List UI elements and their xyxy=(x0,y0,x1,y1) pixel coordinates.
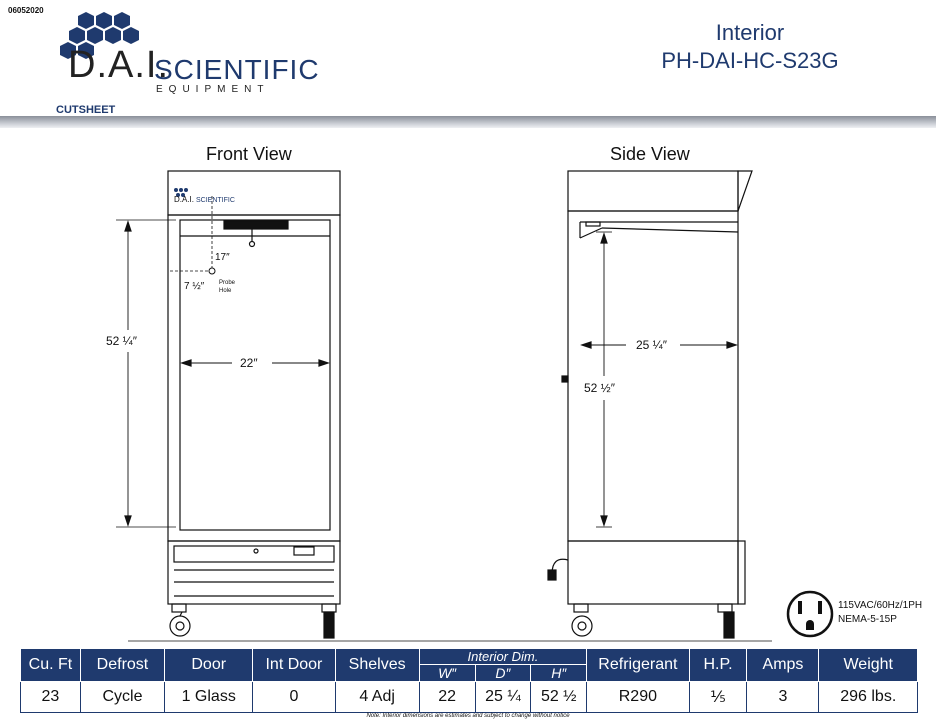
col-intdoor: Int Door xyxy=(253,649,335,682)
col-defrost: Defrost xyxy=(80,649,164,682)
val-d: 25 ¼ xyxy=(475,682,531,713)
front-height-dim: 52 ¼″ xyxy=(106,334,137,348)
front-view-title: Front View xyxy=(206,144,292,164)
side-view-title: Side View xyxy=(610,144,690,164)
front-top-panel xyxy=(168,171,340,215)
front-body xyxy=(168,215,340,541)
col-hp: H.P. xyxy=(689,649,747,682)
col-shelves: Shelves xyxy=(335,649,419,682)
val-h: 52 ½ xyxy=(531,682,587,713)
document-code: 06052020 xyxy=(8,6,44,15)
col-door: Door xyxy=(165,649,253,682)
spec-table xyxy=(20,648,918,713)
plug-type: NEMA-5-15P xyxy=(838,614,897,625)
table-row xyxy=(21,682,918,713)
front-logo-text: D.A.I. xyxy=(174,195,195,204)
side-depth-dim: 25 ¼″ xyxy=(636,338,667,352)
col-weight: Weight xyxy=(819,649,918,682)
val-refrigerant: R290 xyxy=(587,682,689,713)
col-cuft: Cu. Ft xyxy=(21,649,81,682)
val-w: 22 xyxy=(419,682,475,713)
col-w: W″ xyxy=(419,665,475,682)
side-top-panel xyxy=(568,171,738,211)
cutsheet-label: CUTSHEET xyxy=(56,104,116,116)
model-number: PH-DAI-HC-S23G xyxy=(661,48,839,73)
col-d: D″ xyxy=(475,665,531,682)
val-cuft: 23 xyxy=(21,682,81,713)
side-height-dim: 52 ½″ xyxy=(584,381,615,395)
probe-horizontal-dim: 7 ½″ xyxy=(184,281,205,292)
val-defrost: Cycle xyxy=(80,682,164,713)
side-caster-left xyxy=(572,616,592,636)
svg-text:SCIENTIFIC: SCIENTIFIC xyxy=(196,197,235,204)
probe-vertical-dim: 17″ xyxy=(215,252,230,263)
footnote: Note: Interior dimensions are estimates and subject to change without notice xyxy=(366,713,570,719)
front-width-dim: 22″ xyxy=(240,356,258,370)
val-weight: 296 lbs. xyxy=(819,682,918,713)
probe-label-2: Hole xyxy=(219,288,232,294)
brand-dai: D.A.I. xyxy=(68,44,170,86)
val-amps: 3 xyxy=(747,682,819,713)
col-h: H″ xyxy=(531,665,587,682)
front-caster-left xyxy=(170,616,190,636)
brand-scientific: SCIENTIFIC xyxy=(154,54,320,85)
probe-label-1: Probe xyxy=(219,280,236,286)
fan-grille xyxy=(224,221,288,229)
val-intdoor: 0 xyxy=(253,682,335,713)
brand-equipment: EQUIPMENT xyxy=(156,84,270,95)
side-body xyxy=(568,211,738,541)
col-refrigerant: Refrigerant xyxy=(587,649,689,682)
col-interior: Interior Dim. xyxy=(419,649,586,665)
val-shelves: 4 Adj xyxy=(335,682,419,713)
electrical-spec: 115VAC/60Hz/1PH xyxy=(838,600,923,611)
val-door: 1 Glass xyxy=(165,682,253,713)
val-hp: ⅕ xyxy=(689,682,747,713)
page-title: Interior xyxy=(715,20,785,45)
side-base xyxy=(568,541,738,604)
front-glass-door xyxy=(180,220,330,530)
col-amps: Amps xyxy=(747,649,819,682)
